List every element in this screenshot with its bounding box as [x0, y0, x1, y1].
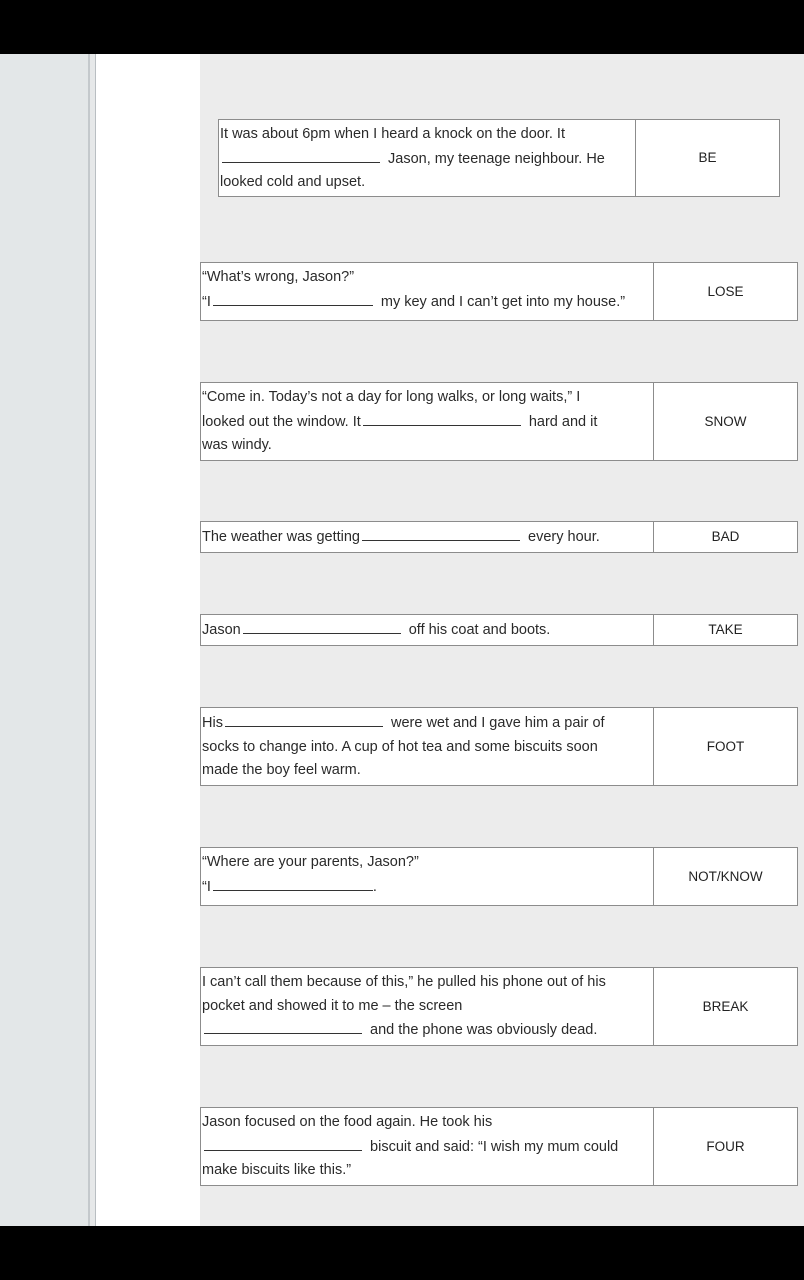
exercise-text [201, 522, 654, 552]
word-cue: FOUR [706, 1138, 745, 1154]
exercise-text [201, 708, 654, 785]
text-fragment: looked out the window. It [202, 413, 361, 430]
exercise-text [219, 120, 636, 196]
text-line [202, 525, 653, 550]
text-line: made the boy feel warm. [202, 762, 361, 778]
exercise-text [201, 615, 654, 645]
exercise-row-2 [200, 262, 798, 321]
exercise-row-3 [200, 382, 798, 461]
word-cue: FOOT [706, 738, 745, 754]
text-fragment: biscuit and said: “I wish my mum could [366, 1138, 619, 1155]
exercise-row-6 [200, 707, 798, 786]
text-fragment: hard and it [524, 413, 598, 430]
text-line: was windy. [202, 437, 272, 453]
text-fragment: my key and I can’t get into my house.” [376, 293, 626, 310]
answer-blank[interactable] [243, 618, 401, 634]
answer-blank[interactable] [363, 410, 521, 426]
exercise-text [201, 1108, 654, 1185]
bottom-bar [0, 1226, 720, 1280]
answer-blank[interactable] [225, 711, 383, 727]
left-sidebar [0, 54, 90, 1226]
text-line [202, 711, 653, 736]
text-fragment: Jason, my teenage neighbour. He [384, 150, 605, 167]
text-fragment: The weather was getting [202, 529, 360, 545]
text-fragment: every hour. [523, 529, 600, 545]
exercise-text [201, 383, 654, 460]
exercise-row-8 [200, 967, 798, 1046]
answer-blank[interactable] [362, 525, 520, 541]
word-cue: BREAK [702, 998, 749, 1014]
answer-blank[interactable] [213, 875, 373, 891]
exercise-text [201, 263, 654, 320]
text-line [220, 147, 635, 172]
text-fragment: “I [202, 293, 211, 310]
page-viewport [0, 54, 763, 1226]
text-line: pocket and showed it to me – the screen [202, 997, 463, 1014]
answer-blank[interactable] [222, 147, 380, 163]
word-cue: TAKE [708, 622, 743, 638]
word-cue: LOSE [707, 283, 744, 299]
text-fragment: . [372, 878, 377, 895]
text-fragment: were wet and I gave him a pair of [386, 715, 605, 731]
exercise-row-4 [200, 521, 798, 553]
text-line: “What’s wrong, Jason?” [202, 269, 355, 285]
answer-blank[interactable] [213, 290, 373, 306]
exercise-text [201, 848, 654, 905]
text-fragment: His [202, 715, 223, 731]
text-line: Jason focused on the food again. He took his [202, 1114, 493, 1130]
text-line [202, 290, 653, 315]
text-line: I can’t call them because of this,” he pulled his phone out of his [202, 974, 606, 990]
text-line: looked cold and upset. [220, 174, 366, 190]
document-content[interactable] [96, 54, 763, 1226]
text-fragment: “I [202, 878, 211, 895]
word-cue: BAD [711, 529, 740, 545]
exercise-row-9 [200, 1107, 798, 1186]
exercise-text [201, 968, 654, 1045]
exercise-row-7 [200, 847, 798, 906]
word-cue: NOT/KNOW [688, 868, 763, 884]
text-line: “Come in. Today’s not a day for long walks, or long waits,” I [202, 389, 581, 405]
text-line: socks to change into. A cup of hot tea and some biscuits soon [202, 738, 598, 755]
text-line [202, 410, 653, 435]
text-fragment: off his coat and boots. [404, 622, 551, 638]
text-line [202, 618, 653, 643]
text-line [202, 1135, 653, 1160]
exercise-row-1 [218, 119, 780, 197]
text-line [202, 1018, 653, 1043]
exercise-row-5 [200, 614, 798, 646]
text-fragment: Jason [202, 622, 241, 638]
answer-blank[interactable] [204, 1135, 362, 1151]
word-cue: BE [698, 150, 717, 166]
word-cue: SNOW [704, 413, 747, 429]
answer-blank[interactable] [204, 1018, 362, 1034]
text-fragment: and the phone was obviously dead. [366, 1022, 598, 1038]
text-line: It was about 6pm when I heard a knock on the door. It [220, 126, 565, 142]
text-line [202, 875, 653, 900]
text-line: make biscuits like this.” [202, 1162, 352, 1178]
text-line: “Where are your parents, Jason?” [202, 854, 419, 870]
